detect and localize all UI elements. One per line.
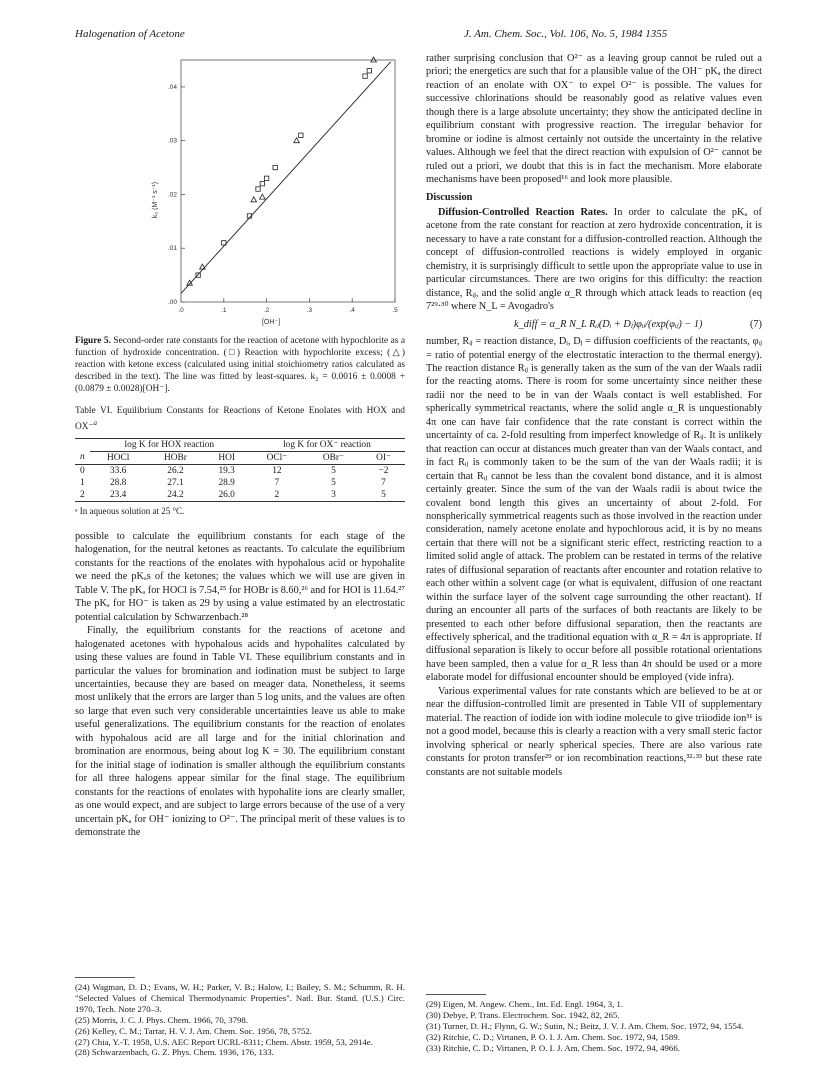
y-tick-label: .04 xyxy=(167,83,177,91)
x-axis-label: [OH⁻] xyxy=(261,319,281,326)
footnote: (33) Ritchie, C. D.; Virtanen, P. O. I. J. Am. Chem. Soc. 1972, 94, 4966. xyxy=(426,1042,680,1053)
table-blank-header xyxy=(75,438,90,451)
table-cell: 27.1 xyxy=(167,477,184,488)
footnote: (31) Turner, D. H.; Flynn, G. W.; Sutin, N.; Beitz, J. V. J. Am. Chem. Soc. 1972, 94, 1554. xyxy=(426,1020,744,1031)
figure-5-chart xyxy=(75,52,405,327)
running-header-left: Halogenation of Acetone xyxy=(75,28,185,40)
table-group-header-hox: log K for HOX reaction xyxy=(90,438,249,451)
table-cell: 19.3 xyxy=(218,465,235,476)
x-tick-label: .2 xyxy=(263,307,270,314)
footnote-rule xyxy=(75,977,135,978)
y-tick-label: .02 xyxy=(167,191,177,199)
table-row xyxy=(75,489,405,502)
table-vi xyxy=(75,438,405,502)
y-tick-label: .00 xyxy=(167,299,177,306)
data-point-triangle xyxy=(200,264,206,269)
table-cell: 3 xyxy=(331,489,336,500)
data-point-triangle xyxy=(260,194,266,199)
footnote: (29) Eigen, M. Angew. Chem., Int. Ed. Engl. 1964, 3, 1. xyxy=(426,999,624,1009)
equation-7 xyxy=(426,314,762,335)
footnote: (25) Morris, J. C. J. Phys. Chem. 1966, 70, 3798. xyxy=(75,1014,249,1025)
footnote: (28) Schwarzenbach, G. Z. Phys. Chem. 1936, 176, 133. xyxy=(75,1047,274,1058)
table-col-header: HOCl xyxy=(106,452,130,463)
data-point-square xyxy=(264,176,268,180)
equation-body: k_diff = α_R N_L Rᵢⱼ(Dᵢ + Dⱼ)φᵢⱼ/(exp(φᵢⱼ) − 1) xyxy=(514,318,703,330)
plot-frame xyxy=(181,60,395,302)
footnote: (32) Ritchie, C. D.; Virtanen, P. O. I. J. Am. Chem. Soc. 1972, 94, 1589. xyxy=(426,1031,680,1042)
right-footnotes xyxy=(426,994,762,1054)
x-tick-label: .0 xyxy=(178,307,184,314)
table-col-header: OI⁻ xyxy=(376,452,391,463)
table-cell: 5 xyxy=(381,489,386,500)
table-title-text: Table VI. Equilibrium Constants for Reactions of Ketone Enolates with HOX and OX⁻ xyxy=(75,406,405,433)
footnote: (27) Chia, Y.-T. 1958, U.S. AEC Report UCRL-8311; Chem. Abstr. 1959, 53, 2914e. xyxy=(75,1036,373,1047)
table-cell: 7 xyxy=(274,477,280,488)
data-point-square xyxy=(256,187,260,191)
table-cell: 7 xyxy=(381,477,386,488)
data-point-triangle xyxy=(251,197,257,202)
table-row xyxy=(75,464,405,477)
figure-caption-text: Second-order rate constants for the reaction of acetone with hypochlorite as a function of hydroxide concentration. (□) Reaction with hypochlorite excess; (△) reaction with ketone excess (calculated using initial stoichiometry ratios calculated as described in the text). The line was fitted by least-squares. k₂ = 0.0016 ± 0.0008 + (0.0879 ± 0.0028)[OH⁻]. xyxy=(75,336,406,395)
table-col-header: OBr⁻ xyxy=(322,452,344,463)
table-cell: 5 xyxy=(331,477,336,488)
x-tick-label: .1 xyxy=(221,307,227,314)
table-group-header-ox: log K for OX⁻ reaction xyxy=(249,438,405,451)
table-cell: 26.0 xyxy=(218,489,235,500)
table-cell: −2 xyxy=(378,465,389,476)
table-col-header: n xyxy=(80,452,85,463)
body-paragraph: number, Rᵢⱼ = reaction distance, Dᵢ, Dⱼ = diffusion coefficients of the reactants, φᵢⱼ = ratio of potential energy of the electrostatic interaction to the thermal energy). The reaction distance Rᵢⱼ is generally taken as the sum of the van der Waals radii for the reacting atoms. There is room for some uncertainty since neither these radii nor the need to be in van der Waals contact is well established. For spherically symmetrical reactants, where the solid angle α_R is unquestionably 4π one can have fair confidence that the rate constant is correct within the uncertainty of ca. 2-fold resulting from imperfect knowledge of Rᵢⱼ. It is unlikely that reaction can occur at distances much greater than van der Waals contact, and in fact Rᵢⱼ is commonly taken to be the sum of the van der Waals radii; it is certain that Rᵢⱼ cannot be less than the covalent bond distance, and it is almost certainly greater. Since the sum of the van der Waals radii is about twice the covalent bond length this gives an uncertainty of about 2-fold. For nonspherically symmetrical reagents such as those involved in the reaction under consideration, namely acetone enolate and hypochlorous acid, it is by no means certain that there will not be a significant steric effect, restricting reaction to a limited solid angle of attack. The problem can be restated in terms of the relative rates of diffusional separation of reactants after encounter and rotation relative to each other within a solvent cage (or what is equivalent, diffusion of one reactant within the surface layer of the solvent cage surrounding the other reactant). If during an encounter all parts of the surfaces of both reactants are likely to be presented to each other before diffusional separation, then the reactants are effectively spherical, and the traditional equation with α_R = 4π is appropriate. If diffusional separation is likely to occur before all possible rotational orientations have been sampled, then a value for α_R less than 4π should be used or a more elaborate model for diffusional encounter should be employed (vide infra). xyxy=(426,336,762,684)
left-footnotes xyxy=(75,977,405,1058)
table-cell: 28.9 xyxy=(218,477,235,488)
body-paragraph xyxy=(426,206,762,314)
table-title-note-mark: a xyxy=(93,419,97,428)
x-tick-label: .4 xyxy=(349,307,355,314)
table-col-header: HOI xyxy=(218,452,235,463)
table-cell: 1 xyxy=(80,477,85,488)
table-cell: 28.8 xyxy=(109,477,127,488)
footnote: (26) Kelley, C. M.; Tartar, H. V. J. Am. Chem. Soc. 1956, 78, 5752. xyxy=(75,1025,312,1036)
equation-number: (7) xyxy=(749,318,762,330)
fit-line xyxy=(181,62,391,294)
data-point-square xyxy=(273,165,277,169)
y-axis-label: k₂ (M⁻¹ s⁻¹) xyxy=(152,181,159,219)
table-cell: 5 xyxy=(331,465,336,476)
table-col-header: HOBr xyxy=(164,452,187,463)
data-point-square xyxy=(299,133,303,137)
body-text: In order to calculate the pKₐ of acetone from the rate constant for reaction at zero hydroxide concentration, it is necessary to have a rate constant for a diffusion-controlled reaction. Although the concept of diffusion-controlled reactions is widely employed in organic chemistry, it is surprisingly difficult to settle upon the appropriate value to use in particular circumstances. There are two origins for this difficulty: the reaction distance, Rᵢⱼ, and the solid angle α_R through which attack leads to reaction (eq 7²⁹·³⁰ where N_L = Avogadro's xyxy=(426,206,762,313)
body-paragraph: rather surprising conclusion that O²⁻ as a leaving group cannot be ruled out a priori; the energetics are such that for a plausible value of the OH⁻ pKₐ the direct reaction of an enolate with OX⁻ to expel O²⁻ is possible. The values for successive chlorinations should be reasonably good as relative values even though there is a large absolute uncertainty; they show the anticipated decline in equilibrium constant with progressive reaction. The irregular behavior for bromine or iodine is almost certainly not outside the uncertainty in the relative values. Although we feel that the direct reaction with expulsion of O²⁻ cannot be ruled out a priori, we doubt that this is in fact the mechanism. More elaborate mechanisms have been proposed¹⁶ and look more plausible. xyxy=(426,53,762,186)
data-point-triangle xyxy=(371,57,377,62)
data-point-triangle xyxy=(294,138,300,143)
section-heading: Discussion xyxy=(426,191,473,203)
table-row xyxy=(75,477,405,489)
table-footnote: ᵃ In aqueous solution at 25 °C. xyxy=(75,505,185,516)
table-col-header: OCl⁻ xyxy=(266,452,288,463)
data-point-square xyxy=(367,69,371,73)
subsection-runin-heading: Diffusion-Controlled Reaction Rates. xyxy=(438,206,608,218)
body-paragraph: possible to calculate the equilibrium constants for each stage of the halogenation, for the neutral ketones as reactants. To calculate the equilibrium constants for the reactions of the enolates with hypohalous acid or hypohalite we need the pKₐs of the ketones; the values which we will use are given in Table V. The pKₐ for HOCl is 7.54,²⁵ for HOBr is 8.60,²⁶ and for HOI is 11.64.²⁷ The pKₐ for HO⁻ is taken as 29 by using a value estimated by an electrostatic potential calculation by Schwarzenbach.²⁸ xyxy=(75,531,405,623)
table-cell: 2 xyxy=(80,489,85,500)
table-cell: 2 xyxy=(274,489,280,500)
table-cell: 12 xyxy=(272,465,282,476)
figure-caption-label: Figure 5. xyxy=(75,336,111,347)
table-cell: 33.6 xyxy=(109,465,127,476)
body-paragraph: Various experimental values for rate constants which are believed to be at or near the diffusion-controlled limit are presented in Table VII of supplementary material. The reaction of iodide ion with iodine molecule to give triiodide ion³¹ is not a good model, because this is clearly a reaction with a very small steric factor involving spherical or nearly spherical species. There are also various rate constants for proton transfer²⁹ or ion recombination reactions,³²·³³ but these rate constants are not suitable models xyxy=(426,685,762,778)
data-point-square xyxy=(363,74,367,78)
x-tick-label: .5 xyxy=(392,307,398,314)
footnote-rule xyxy=(426,994,486,995)
footnote: (30) Debye, P. Trans. Electrochem. Soc. 1942, 82, 265. xyxy=(426,1009,620,1020)
table-cell: 23.4 xyxy=(109,489,127,500)
table-cell: 0 xyxy=(80,465,85,476)
table-cell: 26.2 xyxy=(167,465,184,476)
running-header-right: J. Am. Chem. Soc., Vol. 106, No. 5, 1984 1355 xyxy=(464,28,668,40)
y-tick-label: .01 xyxy=(167,245,177,253)
footnote: (24) Wagman, D. D.; Evans, W. H.; Parker, V. B.; Halow, I.; Bailey, S. M.; Schumm, R. H. "Selected Values of Chemical Thermodynamic Properties". Natl. Bur. Stand. (U.S.) Circ. 1970, Tech. Note 270–3. xyxy=(75,982,405,1014)
data-point-square xyxy=(260,181,264,185)
right-column xyxy=(426,52,762,779)
table-cell: 24.2 xyxy=(167,489,184,500)
table-title xyxy=(75,405,405,433)
y-tick-label: .03 xyxy=(167,137,177,145)
left-column xyxy=(75,52,405,839)
x-tick-label: .3 xyxy=(306,307,313,314)
body-paragraph: Finally, the equilibrium constants for the reactions of acetone and halogenated acetones with hypohalous acids and hypohalites calculated by using these values are found in Table VI. These equilibrium constants and in particular the values for bromination and iodination must be subject to large uncertainties, because they are based on meager data. Nonetheless, it seems most unlikely that the errors are larger than 5 log units, and the values are often so large that even such very considerable uncertainties leave us able to make useful generalizations. The equilibrium constants for the reaction of enolates with hypohalous acid are all large and for the initial chlorination and bromination are enormous, being about log K = 30. The equilibrium constant for the initial stage of iodination is smaller although the equilibrium constants for all three halogens appear similar for the final stage. The equilibrium constants for the reactions of enolates with hypohalite ions are clearly smaller, as one would expect, and are subject to large errors because of the use of a very uncertain pKₐ for OH⁻ ionizing to O²⁻. The principal merit of these values is to demonstrate the xyxy=(75,625,405,838)
figure-caption xyxy=(75,335,405,395)
